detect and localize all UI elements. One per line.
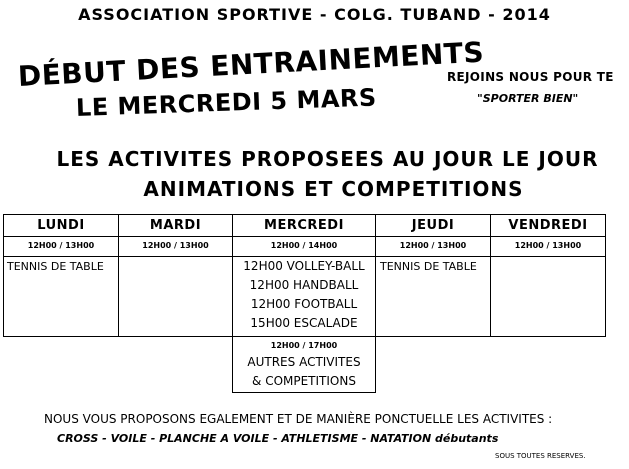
footer-reserves: SOUS TOUTES RESERVES. [495, 452, 586, 460]
extra-activity: & COMPETITIONS [252, 374, 356, 388]
announcement-line-1: DÉBUT DES ENTRAINEMENTS [17, 35, 485, 93]
day-header-jeudi: JEUDI [375, 214, 491, 237]
subtitle-line-1: LES ACTIVITES PROPOSEES AU JOUR LE JOUR [56, 147, 599, 171]
day-header-mercredi: MERCREDI [232, 214, 376, 237]
activity-item: TENNIS DE TABLE [380, 260, 477, 273]
announcement-line-2: LE MERCREDI 5 MARS [75, 83, 378, 122]
hours-lundi: 12H00 / 13H00 [3, 236, 119, 257]
day-header-mardi: MARDI [118, 214, 233, 237]
extra-hours: 12H00 / 17H00 [270, 341, 338, 350]
day-header-lundi: LUNDI [3, 214, 119, 237]
day-header-vendredi: VENDREDI [490, 214, 606, 237]
hours-vendredi: 12H00 / 13H00 [490, 236, 606, 257]
activity-item: TENNIS DE TABLE [7, 260, 104, 273]
tagline-line-2: "SPORTER BIEN" [477, 92, 579, 105]
extra-activity: AUTRES ACTIVITES [247, 355, 361, 369]
header-title: ASSOCIATION SPORTIVE - COLG. TUBAND - 2014 [78, 5, 551, 24]
activity-item: 12H00 VOLLEY-BALL [243, 259, 365, 273]
mercredi-extra-block [232, 336, 376, 393]
activities-lundi [3, 256, 119, 337]
activities-jeudi [375, 256, 491, 337]
activities-mardi [118, 256, 233, 337]
activity-item: 12H00 HANDBALL [249, 278, 359, 292]
hours-jeudi: 12H00 / 13H00 [375, 236, 491, 257]
footer-line-1: NOUS VOUS PROPOSONS EGALEMENT ET DE MANIÈRE PONCTUELLE LES ACTIVITES : [44, 412, 553, 426]
activities-mercredi [232, 256, 376, 337]
subtitle-line-2: ANIMATIONS ET COMPETITIONS [143, 177, 524, 201]
footer-line-2: CROSS - VOILE - PLANCHE A VOILE - ATHLETISME - NATATION débutants [57, 432, 499, 445]
activity-item: 12H00 FOOTBALL [250, 297, 358, 311]
hours-mardi: 12H00 / 13H00 [118, 236, 233, 257]
activities-vendredi [490, 256, 606, 337]
tagline-line-1: REJOINS NOUS POUR TE [447, 70, 614, 84]
activity-item: 15H00 ESCALADE [250, 316, 358, 330]
hours-mercredi: 12H00 / 14H00 [232, 236, 376, 257]
